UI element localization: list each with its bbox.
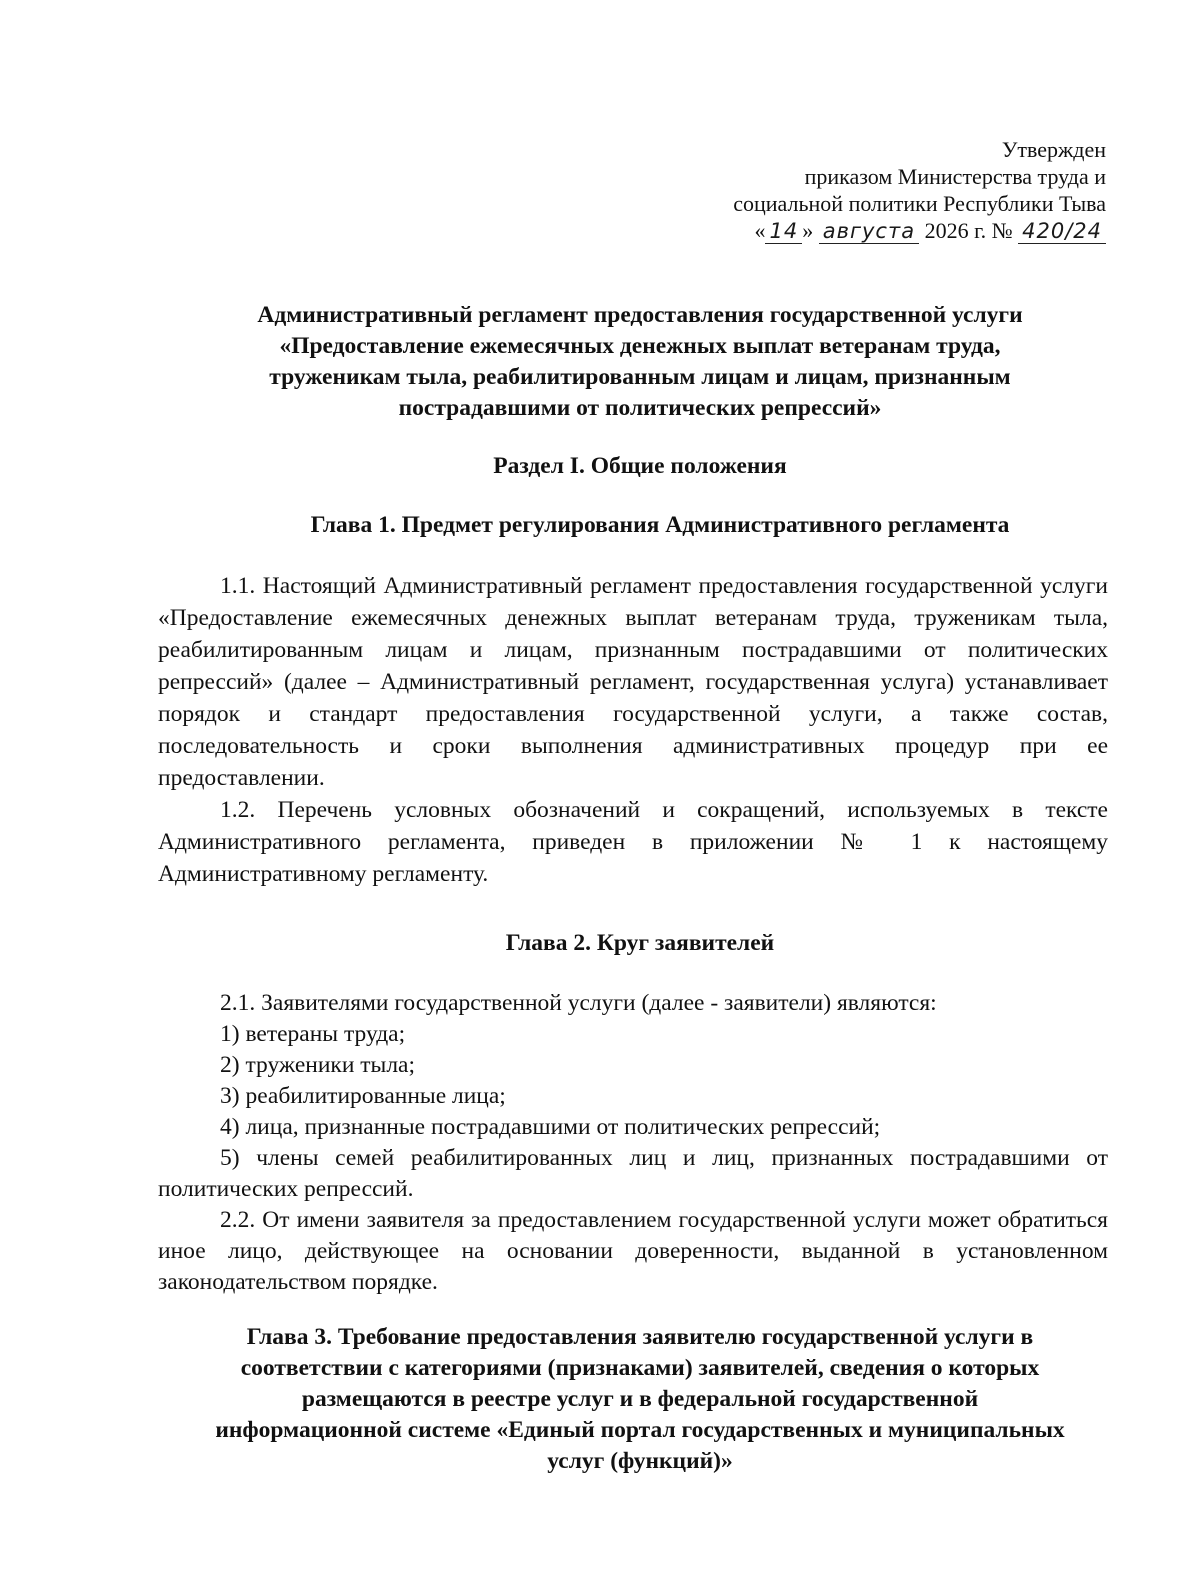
paragraph-2-2: 2.2. От имени заявителя за предоставлением государственной услуги может обратиться иное лицо, действующее на основании доверенности, выданной в установленном законодательством порядке. [158,1207,1108,1295]
chapter-3-line-5: услуг (функций)» [547,1448,733,1474]
approval-date-line [733,217,1106,245]
title-line-3: труженикам тыла, реабилитированным лицам и лицам, признанным [269,364,1011,390]
chapter-1-heading: Глава 1. Предмет регулирования Административного регламента [310,512,1010,538]
paragraph-1-2: 1.2. Перечень условных обозначений и сокращений, используемых в тексте Административного регламента, приведен в приложении № 1 к настоящему Административному регламенту. [158,797,1108,887]
document-title [150,300,1130,424]
approval-stamp-block [733,136,1106,245]
paragraph-2-1: 2.1. Заявителями государственной услуги (далее - заявители) являются: [220,990,937,1016]
order-number-handwritten: 420/24 [1018,219,1106,244]
chapter-2-heading: Глава 2. Круг заявителей [505,930,775,956]
chapter-3-line-4: информационной системе «Единый портал государственных и муниципальных [215,1417,1065,1443]
date-close-quote: » [802,218,814,243]
chapter-3-heading [150,1322,1130,1477]
list-item: 4) лица, признанные пострадавшими от политических репрессий; [220,1114,881,1140]
list-item: 2) труженики тыла; [220,1052,416,1078]
approval-line-3: социальной политики Республики Тыва [733,191,1106,216]
date-year: 2026 г. № [924,218,1013,243]
list-item: 5) члены семей реабилитированных лиц и лиц, признанных пострадавшими от политических репрессий. [158,1145,1108,1202]
date-day-handwritten: 14 [765,219,802,244]
date-month-handwritten: августа [819,219,919,244]
paragraph-1-1: 1.1. Настоящий Административный регламент предоставления государственной услуги «Предоставление ежемесячных денежных выплат ветеранам труда, труженикам тыла, реабилитированным лицам и лицам, признанным пострадавшими от политических репрессий» (далее – Административный регламент, государственная услуга) устанавливает порядок и стандарт предоставления государственной услуги, а также состав, последовательность и сроки выполнения административных процедур при ее предоставлении. [158,573,1108,791]
approval-line-1: Утвержден [1001,137,1106,162]
chapter-3-line-3: размещаются в реестре услуг и в федеральной государственной [301,1386,979,1412]
chapter-2-body [158,988,1108,1298]
list-item: 1) ветераны труда; [220,1021,406,1047]
chapter-1-body [158,570,1108,890]
approval-line-2: приказом Министерства труда и [804,164,1106,189]
chapter-3-line-2: соответствии с категориями (признаками) заявителей, сведения о которых [240,1355,1040,1381]
title-line-2: «Предоставление ежемесячных денежных выплат ветеранам труда, [279,333,1001,359]
section-1-heading: Раздел I. Общие положения [493,453,787,479]
title-line-1: Административный регламент предоставления государственной услуги [257,302,1023,328]
date-open-quote: « [754,218,766,243]
title-line-4: пострадавшими от политических репрессий» [398,395,882,421]
chapter-3-line-1: Глава 3. Требование предоставления заявителю государственной услуги в [246,1324,1034,1350]
list-item: 3) реабилитированные лица; [220,1083,506,1109]
